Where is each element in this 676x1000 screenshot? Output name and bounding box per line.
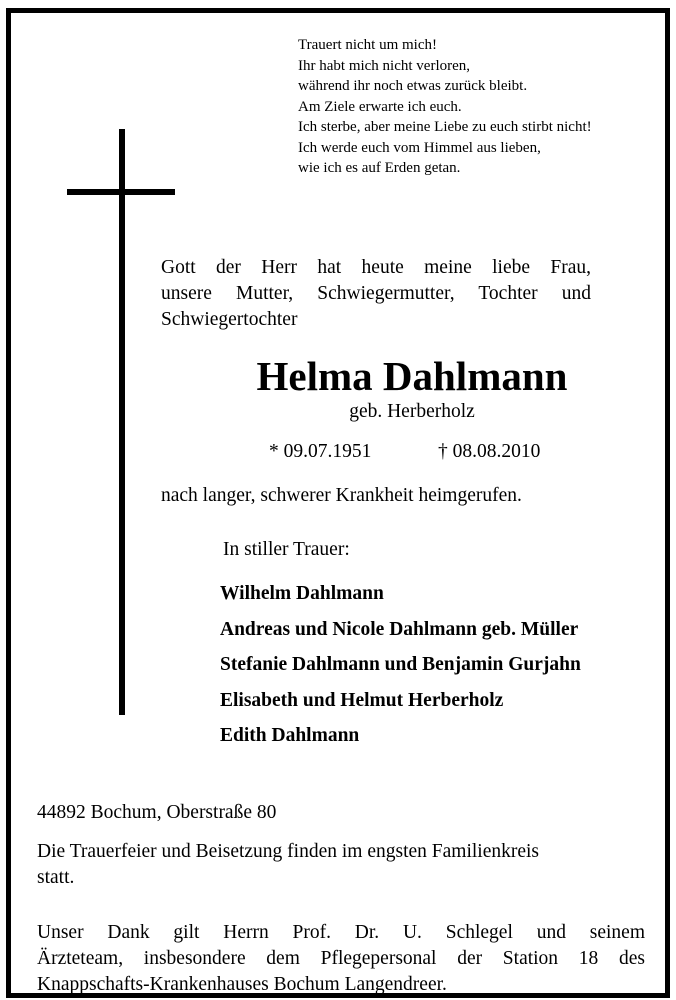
thanks-line: Knappschafts-Krankenhauses Bochum Langendreer. — [37, 974, 447, 995]
birth-date: * 09.07.1951 — [269, 441, 372, 462]
poem-line: Trauert nicht um mich! — [298, 37, 438, 53]
intro-line: Gott der Herr hat heute meine liebe Frau, — [161, 257, 591, 278]
mourning-label: In stiller Trauer: — [223, 539, 350, 560]
maiden-name: geb. Herberholz — [349, 401, 475, 422]
mourner-name: Elisabeth und Helmut Herberholz — [220, 689, 504, 711]
thanks-notice — [37, 920, 645, 998]
ceremony-line: Die Trauerfeier und Beisetzung finden im engsten Familienkreis — [37, 841, 540, 862]
intro-line: unsere Mutter, Schwiegermutter, Tochter und — [161, 283, 591, 304]
ceremony-line: statt. — [37, 867, 75, 888]
death-date: † 08.08.2010 — [438, 441, 541, 462]
obituary-frame — [6, 8, 670, 998]
poem-line: Ich werde euch vom Himmel aus lieben, — [298, 139, 541, 156]
thanks-line: Unser Dank gilt Herrn Prof. Dr. U. Schlegel und seinem — [37, 922, 645, 943]
called-home-text: nach langer, schwerer Krankheit heimgerufen. — [161, 485, 522, 506]
ceremony-notice — [37, 839, 643, 891]
intro-text — [161, 255, 591, 333]
mourners-list — [220, 576, 581, 754]
mourner-name: Edith Dahlmann — [220, 725, 360, 746]
poem-line: während ihr noch etwas zurück bleibt. — [298, 78, 528, 94]
poem-line: wie ich es auf Erden getan. — [298, 160, 461, 176]
mourner-name: Andreas und Nicole Dahlmann geb. Müller — [220, 618, 579, 640]
cross-icon — [119, 129, 125, 715]
poem-line: Ich sterbe, aber meine Liebe zu euch stirbt nicht! — [298, 119, 592, 135]
deceased-name: Helma Dahlmann — [256, 353, 568, 399]
mourner-name: Stefanie Dahlmann und Benjamin Gurjahn — [220, 654, 581, 675]
poem-line: Ihr habt mich nicht verloren, — [298, 57, 471, 74]
intro-line: Schwiegertochter — [161, 309, 298, 330]
thanks-line: Ärzteteam, insbesondere dem Pflegepersonal der Station 18 des — [37, 948, 645, 969]
poem-line: Am Ziele erwarte ich euch. — [298, 98, 462, 115]
cross-icon-bar — [67, 189, 175, 195]
poem — [298, 35, 592, 179]
address: 44892 Bochum, Oberstraße 80 — [37, 802, 277, 823]
mourner-name: Wilhelm Dahlmann — [220, 583, 384, 604]
